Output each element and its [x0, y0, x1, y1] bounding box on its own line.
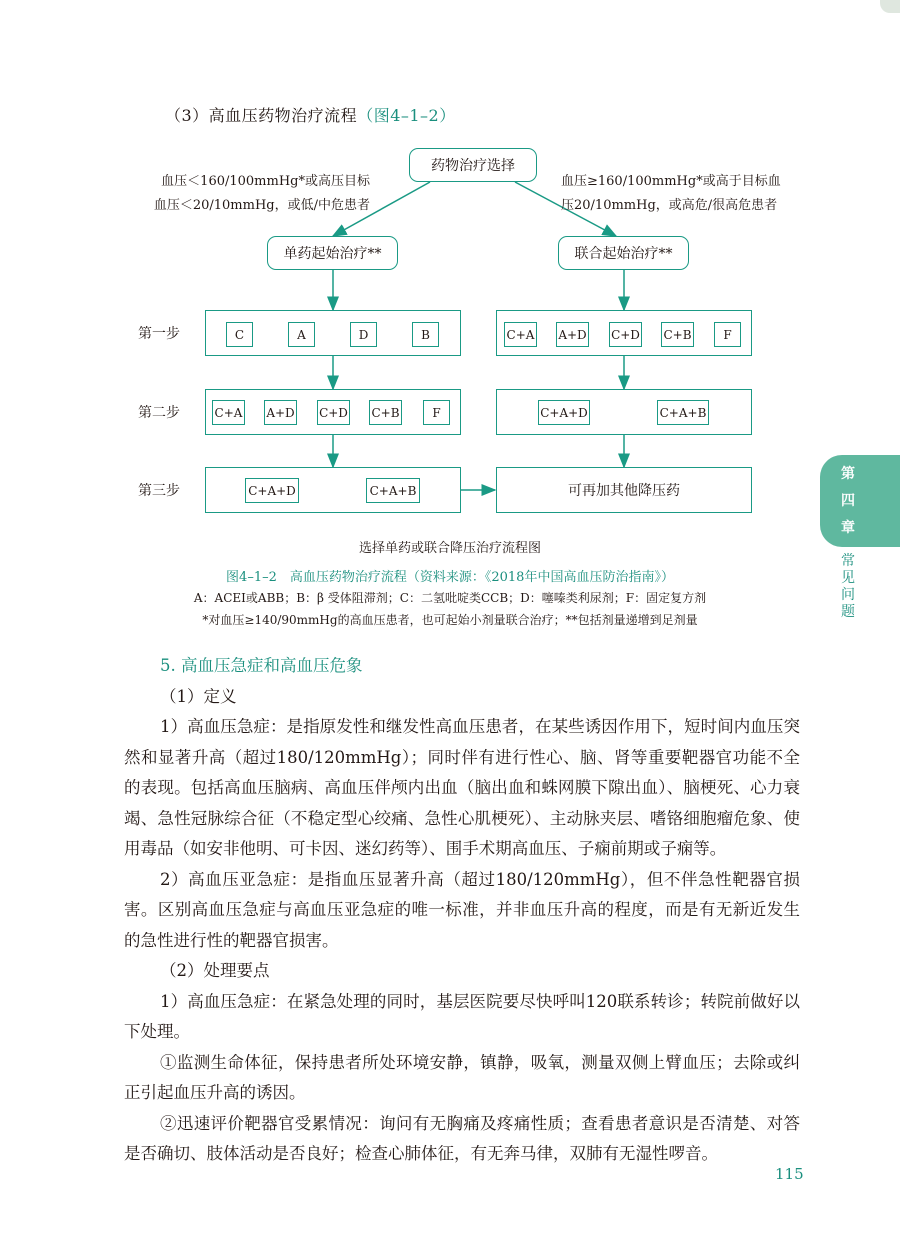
- subtitle-char: 见: [841, 570, 855, 586]
- combination-start: 联合起始治疗**: [558, 236, 689, 270]
- regimen-cell: C+B: [661, 322, 694, 347]
- body-text: [124, 651, 800, 1170]
- paragraph: ①监测生命体征，保持患者所处环境安静，镇静，吸氧，测量双侧上臂血压；去除或纠正引起血压升高的诱因。: [124, 1052, 800, 1102]
- step-label: 第二步: [138, 405, 180, 421]
- step-label: 第一步: [138, 326, 180, 342]
- paragraph: 1）高血压急症：在紧急处理的同时，基层医院要尽快呼叫120联系转诊；转院前做好以下处理。: [124, 991, 800, 1041]
- left-condition: [140, 170, 370, 218]
- drug-therapy-choice: 药物治疗选择: [409, 148, 537, 182]
- subtitle-char: 问: [841, 587, 855, 603]
- left-step3-box: [205, 467, 461, 513]
- paragraph: 2）高血压亚急症：是指血压显著升高（超过180/120mmHg），但不伴急性靶器官损害。区别高血压急症与高血压亚急症的唯一标准，并非血压升高的程度，而是有无新近发生的急性进行性的靶器官损害。: [124, 869, 800, 950]
- regimen-cell: C+D: [609, 322, 642, 347]
- left-condition-line: 血压＜160/100mmHg*或高压目标: [161, 174, 370, 189]
- regimen-cell: C+A: [212, 400, 245, 425]
- monotherapy-start: 单药起始治疗**: [267, 236, 398, 270]
- figure-title: 图4–1–2 高血压药物治疗流程（资料来源：《2018年中国高血压防治指南》）: [226, 570, 674, 585]
- flowchart-caption: 选择单药或联合降压治疗流程图: [358, 541, 541, 556]
- figure-reference: （图4–1–2）: [357, 106, 456, 125]
- regimen-cell: F: [423, 400, 450, 425]
- paragraph: 1）高血压急症：是指原发性和继发性高血压患者，在某些诱因作用下，短时间内血压突然和显著升高（超过180/120mmHg）；同时伴有进行性心、脑、肾等重要靶器官功能不全的表现。包括高血压脑病、高血压伴颅内出血（脑出血和蛛网膜下隙出血）、脑梗死、心力衰竭、急性冠脉综合征（不稳定型心绞痛、急性心肌梗死）、主动脉夹层、嗜铬细胞瘤危象、使用毒品（如安非他明、可卡因、迷幻药等）、围手术期高血压、子痫前期或子痫等。: [124, 717, 800, 858]
- right-condition: [561, 170, 821, 218]
- section-title: 5. 高血压急症和高血压危象: [160, 656, 363, 675]
- regimen-cell: C+A+B: [366, 478, 420, 503]
- regimen-cell: C: [226, 322, 253, 347]
- regimen-cell: D: [350, 322, 377, 347]
- chapter-tab: [820, 455, 900, 547]
- page-number: 115: [775, 1165, 804, 1183]
- right-step2-box: [496, 389, 752, 435]
- left-condition-line: 血压＜20/10mmHg，或低/中危患者: [153, 198, 370, 213]
- step-label: 第三步: [138, 483, 180, 499]
- figure-note: A：ACEI或ABB；B：β 受体阻滞剂；C：二氢吡啶类CCB；D：噻嗪类利尿剂；F：固定复方剂: [193, 591, 707, 605]
- chapter-char: 章: [841, 520, 855, 536]
- paragraph: ②迅速评价靶器官受累情况：询问有无胸痛及疼痛性质；查看患者意识是否清楚、对答是否确切、肢体活动是否良好；检查心肺体征，有无奔马律，双肺有无湿性啰音。: [124, 1113, 800, 1163]
- subtitle-char: 题: [841, 604, 855, 620]
- subsection-title: （1）定义: [160, 686, 237, 706]
- regimen-cell: C+B: [369, 400, 402, 425]
- regimen-cell: A+D: [556, 322, 589, 347]
- regimen-cell: F: [714, 322, 741, 347]
- chapter-subtitle: [838, 553, 858, 621]
- chapter-label: [838, 461, 858, 542]
- flowchart: [0, 0, 900, 560]
- regimen-cell: C+A+D: [245, 478, 299, 503]
- right-condition-line: 血压≥160/100mmHg*或高于目标血: [561, 174, 781, 189]
- chapter-char: 四: [841, 493, 855, 509]
- regimen-cell: C+A: [504, 322, 537, 347]
- regimen-cell: A: [288, 322, 315, 347]
- section-heading-text: （3）高血压药物治疗流程: [165, 106, 358, 125]
- subtitle-char: 常: [841, 553, 855, 569]
- regimen-cell: B: [412, 322, 439, 347]
- regimen-cell: C+D: [317, 400, 350, 425]
- subsection-title: （2）处理要点: [160, 961, 270, 980]
- chapter-char: 第: [841, 466, 855, 482]
- figure-note: *对血压≥140/90mmHg的高血压患者，也可起始小剂量联合治疗；**包括剂量递增到足剂量: [202, 613, 698, 627]
- regimen-cell: C+A+D: [538, 400, 590, 425]
- regimen-cell: C+A+B: [657, 400, 709, 425]
- right-condition-line: 压20/10mmHg，或高危/很高危患者: [561, 198, 778, 213]
- regimen-cell: A+D: [264, 400, 297, 425]
- add-other-drugs: 可再加其他降压药: [568, 483, 680, 499]
